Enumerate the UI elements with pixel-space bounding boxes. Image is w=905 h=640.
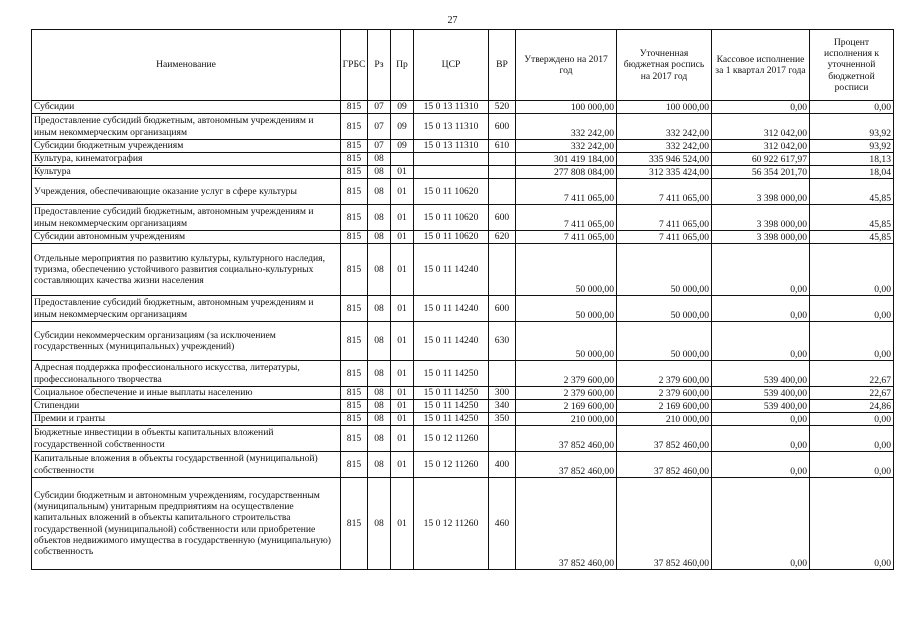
row-grbs: 815 [341,140,368,153]
row-approved: 332 242,00 [516,114,617,140]
row-rz: 08 [368,387,391,400]
row-rz: 08 [368,231,391,244]
header-refined: Уточненная бюджетная роспись на 2017 год [617,30,712,101]
row-cash: 0,00 [712,101,810,114]
row-cash: 56 354 201,70 [712,166,810,179]
header-vr: ВР [489,30,516,101]
row-refined: 7 411 065,00 [617,231,712,244]
table-row [32,413,894,426]
row-approved: 332 242,00 [516,140,617,153]
table-row [32,140,894,153]
row-rz: 07 [368,101,391,114]
row-grbs: 815 [341,153,368,166]
row-vr [489,179,516,205]
row-pr: 01 [391,478,414,570]
row-pr: 01 [391,400,414,413]
row-refined: 7 411 065,00 [617,179,712,205]
header-csr: ЦСР [414,30,489,101]
row-pr [391,153,414,166]
row-refined: 2 169 600,00 [617,400,712,413]
row-name: Капитальные вложения в объекты государственной (муниципальной) собственности [32,452,341,478]
row-cash: 539 400,00 [712,400,810,413]
row-name: Адресная поддержка профессионального искусства, литературы, профессионального творчества [32,361,341,387]
header-rz: Рз [368,30,391,101]
row-pr: 01 [391,322,414,361]
row-csr: 15 0 11 14240 [414,244,489,296]
row-rz: 07 [368,140,391,153]
row-csr: 15 0 12 11260 [414,452,489,478]
row-grbs: 815 [341,296,368,322]
row-approved: 7 411 065,00 [516,205,617,231]
row-cash: 312 042,00 [712,114,810,140]
row-grbs: 815 [341,387,368,400]
table-row [32,322,894,361]
row-approved: 277 808 084,00 [516,166,617,179]
row-grbs: 815 [341,322,368,361]
table-row [32,478,894,570]
row-rz: 08 [368,361,391,387]
row-approved: 50 000,00 [516,296,617,322]
header-grbs: ГРБС [341,30,368,101]
row-vr [489,153,516,166]
page-number: 27 [447,15,458,26]
row-csr: 15 0 11 14250 [414,361,489,387]
row-grbs: 815 [341,452,368,478]
row-refined: 2 379 600,00 [617,361,712,387]
row-percent: 0,00 [810,322,894,361]
row-vr: 600 [489,205,516,231]
row-rz: 08 [368,426,391,452]
row-pr: 01 [391,179,414,205]
row-rz: 08 [368,205,391,231]
row-vr [489,426,516,452]
row-cash: 0,00 [712,322,810,361]
row-name: Субсидии [32,101,341,114]
row-cash: 539 400,00 [712,387,810,400]
table-row [32,426,894,452]
row-cash: 539 400,00 [712,361,810,387]
row-grbs: 815 [341,231,368,244]
row-refined: 335 946 524,00 [617,153,712,166]
row-vr: 600 [489,296,516,322]
row-percent: 0,00 [810,426,894,452]
row-pr: 09 [391,140,414,153]
row-approved: 301 419 184,00 [516,153,617,166]
row-pr: 01 [391,452,414,478]
row-csr [414,153,489,166]
row-grbs: 815 [341,413,368,426]
row-pr: 09 [391,101,414,114]
row-percent: 93,92 [810,140,894,153]
row-vr [489,244,516,296]
row-cash: 0,00 [712,244,810,296]
row-vr: 460 [489,478,516,570]
row-pr: 01 [391,426,414,452]
row-cash: 0,00 [712,426,810,452]
row-percent: 0,00 [810,101,894,114]
row-vr: 300 [489,387,516,400]
row-cash: 3 398 000,00 [712,205,810,231]
row-percent: 45,85 [810,231,894,244]
row-percent: 93,92 [810,114,894,140]
row-cash: 0,00 [712,413,810,426]
row-refined: 332 242,00 [617,114,712,140]
table-row [32,244,894,296]
row-refined: 50 000,00 [617,322,712,361]
row-name: Субсидии бюджетным учреждениям [32,140,341,153]
row-name: Учреждения, обеспечивающие оказание услуг в сфере культуры [32,179,341,205]
row-rz: 08 [368,478,391,570]
header-pr: Пр [391,30,414,101]
row-vr: 350 [489,413,516,426]
row-pr: 01 [391,296,414,322]
row-grbs: 815 [341,205,368,231]
row-approved: 50 000,00 [516,322,617,361]
row-percent: 0,00 [810,478,894,570]
row-percent: 18,13 [810,153,894,166]
row-grbs: 815 [341,244,368,296]
row-csr: 15 0 11 14250 [414,400,489,413]
row-percent: 0,00 [810,296,894,322]
row-vr: 600 [489,114,516,140]
table-row [32,179,894,205]
row-rz: 08 [368,413,391,426]
row-refined: 312 335 424,00 [617,166,712,179]
row-percent: 22,67 [810,361,894,387]
row-pr: 01 [391,244,414,296]
row-approved: 210 000,00 [516,413,617,426]
row-approved: 100 000,00 [516,101,617,114]
table-header-row [32,30,894,101]
row-name: Культура [32,166,341,179]
row-csr: 15 0 12 11260 [414,426,489,452]
row-refined: 2 379 600,00 [617,387,712,400]
row-refined: 50 000,00 [617,296,712,322]
row-percent: 24,86 [810,400,894,413]
row-name: Культура, кинематография [32,153,341,166]
row-vr: 630 [489,322,516,361]
table-row [32,153,894,166]
row-grbs: 815 [341,101,368,114]
row-approved: 37 852 460,00 [516,426,617,452]
row-csr: 15 0 12 11260 [414,478,489,570]
row-csr: 15 0 11 10620 [414,231,489,244]
table-row [32,205,894,231]
row-csr: 15 0 11 14240 [414,322,489,361]
row-rz: 08 [368,244,391,296]
row-refined: 332 242,00 [617,140,712,153]
row-cash: 0,00 [712,452,810,478]
row-rz: 08 [368,400,391,413]
row-grbs: 815 [341,166,368,179]
row-rz: 08 [368,153,391,166]
row-cash: 3 398 000,00 [712,179,810,205]
row-cash: 0,00 [712,478,810,570]
row-cash: 0,00 [712,296,810,322]
row-pr: 09 [391,114,414,140]
row-rz: 08 [368,179,391,205]
row-csr: 15 0 11 14240 [414,296,489,322]
row-grbs: 815 [341,478,368,570]
row-csr: 15 0 11 14250 [414,387,489,400]
table-row [32,101,894,114]
row-csr: 15 0 11 10620 [414,179,489,205]
row-cash: 60 922 617,97 [712,153,810,166]
row-approved: 50 000,00 [516,244,617,296]
row-rz: 08 [368,322,391,361]
row-csr: 15 0 13 11310 [414,140,489,153]
row-vr [489,361,516,387]
row-pr: 01 [391,387,414,400]
row-refined: 210 000,00 [617,413,712,426]
row-name: Стипендии [32,400,341,413]
row-grbs: 815 [341,361,368,387]
table-row [32,296,894,322]
row-pr: 01 [391,166,414,179]
row-name: Отдельные мероприятия по развитию культуры, культурного наследия, туризма, обеспечению устойчивого развития социально-культурных составляющих качества жизни населения [32,244,341,296]
row-pr: 01 [391,413,414,426]
row-refined: 37 852 460,00 [617,478,712,570]
row-name: Предоставление субсидий бюджетным, автономным учреждениям и иным некоммерческим организациям [32,114,341,140]
row-rz: 07 [368,114,391,140]
row-name: Предоставление субсидий бюджетным, автономным учреждениям и иным некоммерческим организациям [32,205,341,231]
row-grbs: 815 [341,400,368,413]
header-approved: Утверждено на 2017 год [516,30,617,101]
row-csr: 15 0 13 11310 [414,101,489,114]
row-percent: 0,00 [810,413,894,426]
row-percent: 0,00 [810,244,894,296]
table-row [32,361,894,387]
table-row [32,114,894,140]
row-cash: 312 042,00 [712,140,810,153]
header-percent: Процент исполнения к уточненной бюджетной росписи [810,30,894,101]
row-csr: 15 0 11 10620 [414,205,489,231]
table-row [32,387,894,400]
row-percent: 22,67 [810,387,894,400]
row-vr: 400 [489,452,516,478]
row-name: Премии и гранты [32,413,341,426]
row-percent: 45,85 [810,205,894,231]
row-approved: 37 852 460,00 [516,478,617,570]
row-vr: 620 [489,231,516,244]
row-approved: 2 169 600,00 [516,400,617,413]
row-vr [489,166,516,179]
row-approved: 37 852 460,00 [516,452,617,478]
row-percent: 45,85 [810,179,894,205]
row-grbs: 815 [341,179,368,205]
row-percent: 18,04 [810,166,894,179]
row-grbs: 815 [341,114,368,140]
row-pr: 01 [391,231,414,244]
row-pr: 01 [391,205,414,231]
row-vr: 610 [489,140,516,153]
row-vr: 520 [489,101,516,114]
row-name: Социальное обеспечение и иные выплаты населению [32,387,341,400]
budget-execution-table [31,29,894,570]
table-row [32,166,894,179]
table-row [32,231,894,244]
row-pr: 01 [391,361,414,387]
row-csr: 15 0 11 14250 [414,413,489,426]
row-approved: 7 411 065,00 [516,231,617,244]
row-rz: 08 [368,166,391,179]
row-refined: 37 852 460,00 [617,452,712,478]
header-cash: Кассовое исполнение за 1 квартал 2017 года [712,30,810,101]
row-rz: 08 [368,452,391,478]
row-approved: 2 379 600,00 [516,361,617,387]
table-row [32,400,894,413]
header-name: Наименование [32,30,341,101]
row-rz: 08 [368,296,391,322]
row-name: Бюджетные инвестиции в объекты капитальных вложений государственной собственности [32,426,341,452]
row-approved: 2 379 600,00 [516,387,617,400]
table-row [32,452,894,478]
row-name: Субсидии автономным учреждениям [32,231,341,244]
row-cash: 3 398 000,00 [712,231,810,244]
row-name: Субсидии бюджетным и автономным учреждениям, государственным (муниципальным) унитарным предприятиям на осуществление капитальных вложений в объекты капитального строительства государственной (муниципальной) собственности или приобретение объектов недвижимого имущества в государственную (муниципальную) собственность [32,478,341,570]
row-name: Субсидии некоммерческим организациям (за исключением государственных (муниципальных) учреждений) [32,322,341,361]
row-refined: 37 852 460,00 [617,426,712,452]
row-approved: 7 411 065,00 [516,179,617,205]
row-percent: 0,00 [810,452,894,478]
row-vr: 340 [489,400,516,413]
row-csr: 15 0 13 11310 [414,114,489,140]
row-refined: 7 411 065,00 [617,205,712,231]
row-refined: 50 000,00 [617,244,712,296]
row-name: Предоставление субсидий бюджетным, автономным учреждениям и иным некоммерческим организациям [32,296,341,322]
row-refined: 100 000,00 [617,101,712,114]
row-grbs: 815 [341,426,368,452]
row-csr [414,166,489,179]
